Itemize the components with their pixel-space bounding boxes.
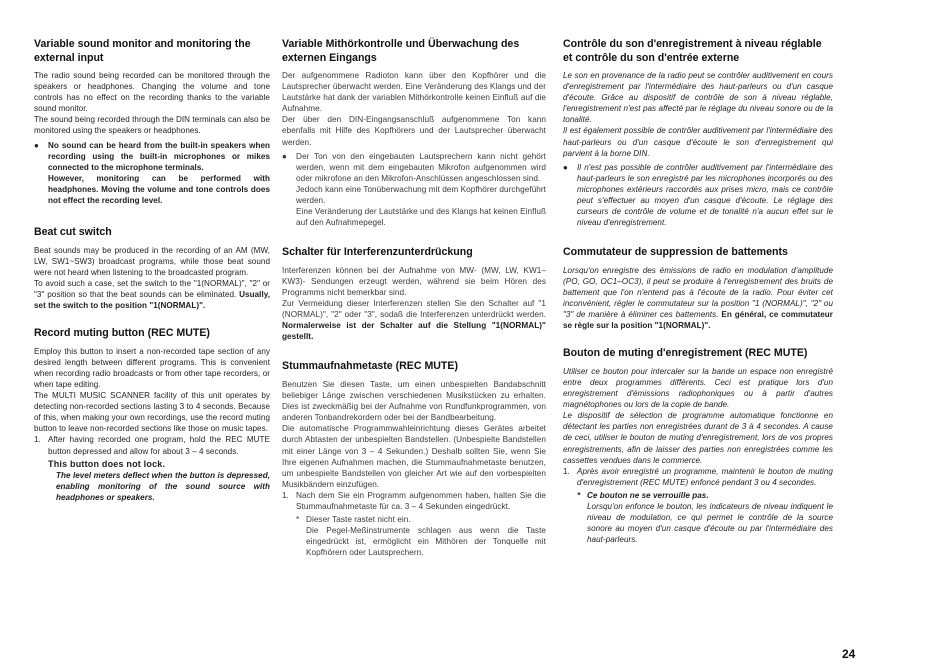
text-run: Zur Vermeidung dieser Interferenzen stellen Sie den Schalter auf "1 (NORMAL)", "2" oder "3", sodaß die Interferenzen unterdrückt werden.: [282, 299, 546, 320]
paragraph: The MULTI MUSIC SCANNER facility of this unit operates by detecting non-recorded sections lasting 3 to 4 seconds. Because of this, when making your own recordings, use the record muting button to leave non-recorded sections like those on music tapes.: [34, 391, 270, 434]
note-block: [48, 459, 270, 503]
section-bouton-de-muting: [563, 347, 833, 545]
paragraph: Il n'est pas possible de contrôler auditivement par l'intermédiaire des haut-parleurs le son enregistré par les microphones incorporés ou des microphones extérieurs raccordés aux prises micro, mais ce contrôle peut s'effectuer au moyen d'un casque d'écoute. Le réglage des curseurs de contrôle de volume et de tonalité n'a aucun effet sur le niveau d'enregistrement.: [577, 162, 833, 228]
paragraph: Le dispositif de sélection de programme automatique fonctionne en détectant les parties non enregistrées durant de 3 à 4 secondes. A cause de ceci, utiliser le bouton de muting d'enregistrement, lors de vos propres enregistrements, afin de laisser des parties non enregistrées comme les cassettes vendues dans le commerce.: [563, 411, 833, 465]
note-text: The level meters deflect when the button is depressed, enabling monitoring of the sound source with headphones or speakers.: [56, 470, 270, 502]
paragraph: [563, 265, 833, 332]
note-text: [577, 490, 833, 501]
step-marker: 1.: [563, 466, 570, 476]
paragraph: [282, 298, 546, 342]
section-title: Variable Mithörkontrolle und Überwachung des externen Eingangs: [282, 38, 520, 64]
bullet-marker: ●: [34, 140, 39, 150]
section-controle-du-son: [563, 38, 833, 228]
bullet-list: [563, 162, 833, 229]
step-list: [282, 490, 546, 512]
paragraph: The radio sound being recorded can be monitored through the speakers or headphones. Changing the volume and tone controls has no effect on the recording thanks to the variable sound monitor.: [34, 71, 270, 114]
text-run-bold: En général, ce commutateur se règle sur la position "1(NORMAL)".: [563, 310, 833, 331]
section-beat-cut-switch: [34, 226, 270, 311]
paragraph: [34, 278, 270, 311]
bullet-marker: ●: [282, 151, 287, 161]
section-title: Commutateur de suppression de battements: [563, 246, 788, 259]
star-marker: *: [296, 515, 300, 525]
paragraph: Utiliser ce bouton pour intercaler sur la bande un espace non enregistré entre deux programmes différents. Ceci est pratique lors d'un enregistrement d'émissions radiophoniques ou à partir d'autres magnétophones ou lors de la copie de bande.: [563, 366, 833, 410]
text-run-bold: Usually, set the switch to the position "1(NORMAL)".: [34, 290, 270, 311]
bullet-item: [282, 151, 546, 229]
french-column: [563, 38, 833, 558]
paragraph: Die automatische Programmwahleinrichtung dieses Gerätes arbeitet durch Abtasten der unbespielten Bandstellen. (Unbespielte Bandstellen mit einer Länge von 3 – 4 Sekunden.) Deshalb sollten Sie, wenn Sie Ihre eigenen Aufnahmen machen, die Stummaufnahmetaste benutzen, um unbespielte Bandstellen von gleicher Art wie auf den vorbespielten Musikbändern einzufügen.: [282, 424, 546, 489]
section-title: Contrôle du son d'enregistrement à niveau réglable et contrôle du son d'entrée externe: [563, 38, 822, 64]
note-text: Lorsqu'on enfonce le bouton, les indicateurs de niveau indiquent le niveau de modulation, ce qui permet le contrôle de la source sonore au moyen d'un casque d'écoute ou par l'intermédiaire des haut-parleurs.: [587, 502, 833, 545]
paragraph: Der aufgenommene Radioton kann über den Kopfhörer und die Lautsprecher überwacht werden. Eine Veränderung des Klangs und der Lautstärke hat dank der variablen Mithörkontrolle keinen Einfluß auf die Aufnahme.: [282, 71, 546, 114]
text-run: Ce bouton ne se verrouille pas.: [587, 490, 709, 500]
step-item: [34, 434, 270, 456]
paragraph: However, monitoring can be performed with headphones. Moving the volume and tone controls does not effect the recording level.: [48, 173, 270, 206]
step-list: [563, 466, 833, 488]
section-interferenzunterdrueckung: [282, 246, 546, 342]
paragraph: Nach dem Sie ein Programm aufgenommen haben, halten Sie die Stummaufnahmetaste für ca. 3 – 4 Sekunden eingedrückt.: [296, 490, 546, 511]
step-item: [563, 466, 833, 488]
section-title: Bouton de muting d'enregistrement (REC MUTE): [563, 347, 808, 360]
note-block: [296, 514, 546, 558]
text-run: To avoid such a case, set the switch to the "1(NORMAL)", "2" or "3" position so that the beat sounds can be eliminated.: [34, 278, 270, 299]
text-run: Dieser Taste rastet nicht ein.: [306, 515, 411, 525]
paragraph: The sound being recorded through the DIN terminals can also be monitored using the speakers or headphones.: [34, 115, 270, 136]
note-text: [296, 514, 546, 525]
english-column: [34, 38, 270, 516]
paragraph: Beat sounds may be produced in the recording of an AM (MW, LW, SW1~SW3) broadcast programs, while those beat sound were not heard when listening to the broadcasted program.: [34, 245, 270, 277]
note-title: This button does not lock.: [48, 458, 166, 469]
step-list: [34, 434, 270, 456]
paragraph: Der Ton von den eingebauten Lautsprechern kann nicht gehört werden, wenn mit dem eingebauten Mikrofon aufgenommen wird oder mikrofone an den Mikrofon-Anschlüssen angeschlossen sind.: [296, 151, 546, 183]
section-title: Schalter für Interferenzunterdrückung: [282, 246, 473, 259]
german-column: [282, 38, 546, 571]
paragraph: Le son en provenance de la radio peut se contrôler auditivement en cours d'enregistrement par l'intermédiaire des haut-parleurs ou d'un casque d'écoute. Grâce au dispositif de contrôle de son à niveau réglable, l'enregistrement n'est pas affecté par le réglage du niveau sonore ou de la tonalité.: [563, 71, 833, 125]
step-marker: 1.: [34, 435, 41, 445]
paragraph: No sound can be heard from the built-in speakers when recording using the built-in microphones or mikes connected to the microphone terminals.: [48, 140, 270, 172]
paragraph: Jedoch kann eine Tonüberwachung mit dem Kopfhörer durchgeführt werden.: [296, 184, 546, 206]
section-variable-mithoerkontrolle: [282, 38, 546, 228]
note-block: [577, 490, 833, 545]
step-item: [282, 490, 546, 512]
paragraph: Après avoir enregistré un programme, maintenir le bouton de muting d'enregistrement (REC MUTE) enfoncé pendant 3 ou 4 secondes.: [577, 466, 833, 487]
paragraph: Eine Veränderung der Lautstärke und des Klangs hat keinen Einfluß auf den Aufnahmepegel.: [296, 207, 546, 228]
section-title: Record muting button (REC MUTE): [34, 327, 210, 340]
step-marker: 1.: [282, 490, 289, 500]
text-run-bold: Normalerweise ist der Schalter auf die Stellung "1(NORMAL)" gestellt.: [282, 321, 546, 342]
note-text: Die Pegel-Meßinstrumente schlagen aus wenn die Taste eingedrückt ist, ermöglicht ein Mithören der Tonquelle mit Kopfhörern oder Lautsprechern.: [306, 526, 546, 558]
bullet-list: [34, 140, 270, 207]
section-stummaufnahmetaste: [282, 360, 546, 558]
star-marker: *: [577, 490, 581, 500]
section-commutateur-battements: [563, 246, 833, 331]
paragraph: Il est également possible de contrôler auditivement par l'intermédiaire des haut-parleurs ou d'un casque d'écoute le son d'enregistrement qui parvient à la borne DIN.: [563, 126, 833, 158]
section-title: Stummaufnahmetaste (REC MUTE): [282, 360, 458, 373]
bullet-list: [282, 151, 546, 229]
paragraph: Employ this button to insert a non-recorded tape section of any desired length between different programs. This is convenient when recording radio broadcasts or from other tape recorders, or when tape editing.: [34, 346, 270, 389]
section-title: Variable sound monitor and monitoring the external input: [34, 38, 251, 64]
bullet-item: [563, 162, 833, 229]
bullet-marker: ●: [563, 162, 568, 172]
paragraph: Benutzen Sie diesen Taste, um einen unbespielten Bandabschnitt beliebiger Länge zwischen verschiedenen Musikstücken zu erhalten. Dies ist zweckmäßig bei der Aufnahme von Rundfunkprogrammen, von anderen Tonbandrekordern oder bei der Bandbearbeitung.: [282, 379, 546, 423]
paragraph: Der über den DIN-Eingangsanschluß aufgenommene Ton kann ebenfalls mit Hilfe des Kopfhörers und der Lautsprecher überwacht werden.: [282, 115, 546, 147]
paragraph: After having recorded one program, hold the REC MUTE button depressed and allow for about 3 – 4 seconds.: [48, 435, 270, 456]
section-record-muting-button: [34, 327, 270, 503]
bullet-item: [34, 140, 270, 207]
section-variable-sound-monitor: [34, 38, 270, 206]
paragraph: Interferenzen können bei der Aufnahme von MW- (MW, LW, KW1–KW3)- Sendungen erzeugt werden, während sie beim Hören des Programms nicht bemerkbar sind.: [282, 265, 546, 297]
page-number: 24: [842, 647, 856, 661]
section-title: Beat cut switch: [34, 226, 112, 239]
text-run: Lorsqu'on enregistre des émissions de radio en modulation d'amplitude (PO, GO, OC1–OC3), il peut se produire à l'enregistrement des bruits de battement que l'on n'entend pas à l'écoute de la radio. Pour éviter cet inconvénient, régler le commutateur sur la position "1 (NORMAL)", "2" ou "3" de manière à éliminer ces battements.: [563, 265, 833, 320]
